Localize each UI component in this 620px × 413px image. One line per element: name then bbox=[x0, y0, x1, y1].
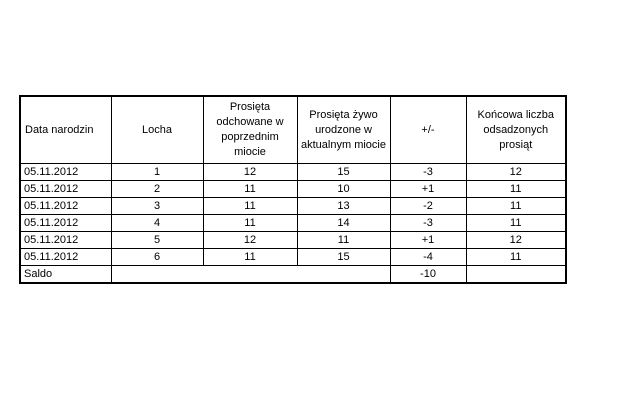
cell-difference[interactable]: -4 bbox=[390, 249, 466, 266]
header-difference[interactable]: +/- bbox=[390, 96, 466, 164]
cell-birth-date[interactable]: 05.11.2012 bbox=[20, 232, 111, 249]
cell-weaned-previous[interactable]: 12 bbox=[203, 232, 297, 249]
cell-final-weaned[interactable]: 11 bbox=[466, 215, 566, 232]
cell-born-alive-current[interactable]: 14 bbox=[297, 215, 390, 232]
cell-final-weaned[interactable]: 12 bbox=[466, 164, 566, 181]
cell-difference[interactable]: +1 bbox=[390, 181, 466, 198]
summary-empty-cell[interactable] bbox=[466, 266, 566, 284]
table-row bbox=[20, 181, 566, 198]
header-weaned-previous[interactable]: Prosięta odchowane w poprzednim miocie bbox=[203, 96, 297, 164]
table-row bbox=[20, 198, 566, 215]
cell-born-alive-current[interactable]: 10 bbox=[297, 181, 390, 198]
cell-final-weaned[interactable]: 11 bbox=[466, 249, 566, 266]
cell-weaned-previous[interactable]: 12 bbox=[203, 164, 297, 181]
cell-sow[interactable]: 2 bbox=[111, 181, 203, 198]
cell-final-weaned[interactable]: 11 bbox=[466, 198, 566, 215]
cell-born-alive-current[interactable]: 15 bbox=[297, 164, 390, 181]
cell-weaned-previous[interactable]: 11 bbox=[203, 249, 297, 266]
cell-sow[interactable]: 6 bbox=[111, 249, 203, 266]
summary-label[interactable]: Saldo bbox=[20, 266, 111, 284]
table-row bbox=[20, 249, 566, 266]
spreadsheet-area bbox=[19, 95, 567, 284]
cell-born-alive-current[interactable]: 15 bbox=[297, 249, 390, 266]
cell-birth-date[interactable]: 05.11.2012 bbox=[20, 181, 111, 198]
header-row bbox=[20, 96, 566, 164]
cell-birth-date[interactable]: 05.11.2012 bbox=[20, 249, 111, 266]
table-row bbox=[20, 164, 566, 181]
cell-born-alive-current[interactable]: 11 bbox=[297, 232, 390, 249]
cell-born-alive-current[interactable]: 13 bbox=[297, 198, 390, 215]
header-sow[interactable]: Locha bbox=[111, 96, 203, 164]
piglet-table bbox=[19, 95, 567, 284]
summary-row bbox=[20, 266, 566, 284]
cell-birth-date[interactable]: 05.11.2012 bbox=[20, 164, 111, 181]
cell-difference[interactable]: -3 bbox=[390, 164, 466, 181]
cell-final-weaned[interactable]: 11 bbox=[466, 181, 566, 198]
cell-birth-date[interactable]: 05.11.2012 bbox=[20, 215, 111, 232]
header-birth-date[interactable]: Data narodzin bbox=[20, 96, 111, 164]
cell-weaned-previous[interactable]: 11 bbox=[203, 215, 297, 232]
header-final-weaned[interactable]: Końcowa liczba odsadzonych prosiąt bbox=[466, 96, 566, 164]
cell-weaned-previous[interactable]: 11 bbox=[203, 198, 297, 215]
cell-sow[interactable]: 4 bbox=[111, 215, 203, 232]
summary-difference-total[interactable]: -10 bbox=[390, 266, 466, 284]
cell-birth-date[interactable]: 05.11.2012 bbox=[20, 198, 111, 215]
cell-weaned-previous[interactable]: 11 bbox=[203, 181, 297, 198]
cell-sow[interactable]: 1 bbox=[111, 164, 203, 181]
table-row bbox=[20, 215, 566, 232]
cell-sow[interactable]: 3 bbox=[111, 198, 203, 215]
header-born-alive-current[interactable]: Prosięta żywo urodzone w aktualnym miocie bbox=[297, 96, 390, 164]
table-row bbox=[20, 232, 566, 249]
cell-difference[interactable]: -2 bbox=[390, 198, 466, 215]
summary-empty-span[interactable] bbox=[111, 266, 390, 284]
cell-difference[interactable]: -3 bbox=[390, 215, 466, 232]
cell-difference[interactable]: +1 bbox=[390, 232, 466, 249]
cell-sow[interactable]: 5 bbox=[111, 232, 203, 249]
cell-final-weaned[interactable]: 12 bbox=[466, 232, 566, 249]
